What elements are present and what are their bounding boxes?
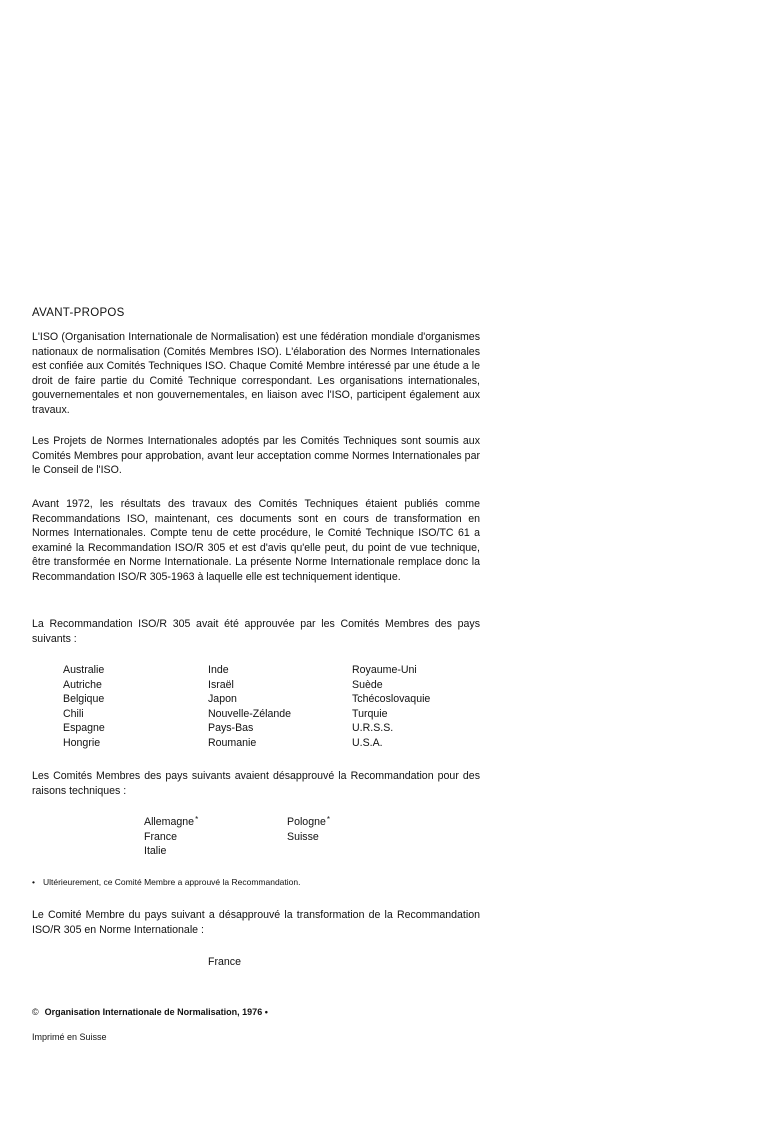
country-name: Pays-Bas xyxy=(208,722,254,735)
country-name: Belgique xyxy=(63,693,105,706)
country-name: Pologne xyxy=(287,816,326,828)
country-name: Roumanie xyxy=(208,736,257,749)
printed-in: Imprimé en Suisse xyxy=(32,1032,107,1042)
country-name: France xyxy=(144,830,177,843)
transformation-country: France xyxy=(208,956,241,968)
country-name: Allemagne xyxy=(144,816,195,828)
country-name: Italie xyxy=(144,845,167,858)
approving-countries-col3 xyxy=(352,663,430,751)
country-name: Japon xyxy=(208,693,237,706)
country-name: Hongrie xyxy=(63,736,101,749)
disapproving-countries-col2 xyxy=(287,815,330,844)
paragraph-transformation: Le Comité Membre du pays suivant a désapprouvé la transformation de la Recommandation ISO/R 305 en Norme Internationale : xyxy=(32,909,480,936)
country-name: Royaume-Uni xyxy=(352,664,417,676)
disapproving-countries-col1 xyxy=(144,815,198,859)
country-name: Suisse xyxy=(287,830,319,843)
country-name: Autriche xyxy=(63,678,102,691)
paragraph-projects: Les Projets de Normes Internationales adoptés par les Comités Techniques sont soumis aux Comités Membres pour approbation, avant leur acceptation comme Normes Internationales par le Conseil de l'ISO. xyxy=(32,435,480,477)
approving-countries-col1 xyxy=(63,663,105,751)
paragraph-intro: L'ISO (Organisation Internationale de Normalisation) est une fédération mondiale d'organismes nationaux de normalisation (Comités Membres ISO). L'élaboration des Normes Internationales est confiée aux Comités Techniques ISO. Chaque Comité Membre intéressé par une étude a le droit de faire partie du Comité Technique correspondant. Les organisations internationales, gouvernementales et non gouvernementales, en liaison avec l'ISO, participent également aux travaux. xyxy=(32,331,480,416)
country-name: Chili xyxy=(63,707,84,720)
country-name: U.S.A. xyxy=(352,736,383,749)
paragraph-disapproval: Les Comités Membres des pays suivants avaient désapprouvé la Recommandation pour des raisons techniques : xyxy=(32,770,480,797)
country-name: Nouvelle-Zélande xyxy=(208,707,292,720)
country-name: U.R.S.S. xyxy=(352,722,394,735)
country-name: Suède xyxy=(352,678,383,691)
footnote xyxy=(32,877,300,887)
asterisk-mark: * xyxy=(195,815,199,824)
copyright-line xyxy=(32,1007,268,1017)
approving-countries-col2 xyxy=(208,663,291,751)
asterisk-mark: * xyxy=(326,815,331,824)
copyright-text: Organisation Internationale de Normalisation, 1976 • xyxy=(44,1007,268,1017)
country-name: Espagne xyxy=(63,722,105,735)
footnote-text: Ultérieurement, ce Comité Membre a approuvé la Recommandation. xyxy=(42,877,301,887)
country-name: Inde xyxy=(208,664,229,676)
country-name: Turquie xyxy=(352,707,388,720)
paragraph-approval: La Recommandation ISO/R 305 avait été approuvée par les Comités Membres des pays suivants : xyxy=(32,618,480,645)
footnote-bullet: • xyxy=(32,877,35,887)
paragraph-history: Avant 1972, les résultats des travaux des Comités Techniques étaient publiés comme Recommandations ISO, maintenant, ces documents sont en cours de transformation en Normes Internationales. Compte tenu de cette procédure, le Comité Technique ISO/TC 61 a examiné la Recommandation ISO/R 305 et est d'avis qu'elle peut, du point de vue technique, être transformée en Norme Internationale. La présente Norme Internationale remplace donc la Recommandation ISO/R 305-1963 à laquelle elle est techniquement identique. xyxy=(32,498,480,583)
page-title: AVANT-PROPOS xyxy=(32,307,125,319)
country-name: Tchécoslovaquie xyxy=(352,693,431,706)
country-name: Australie xyxy=(63,664,105,676)
country-name: Israël xyxy=(208,678,234,691)
copyright-symbol: © xyxy=(32,1007,39,1017)
